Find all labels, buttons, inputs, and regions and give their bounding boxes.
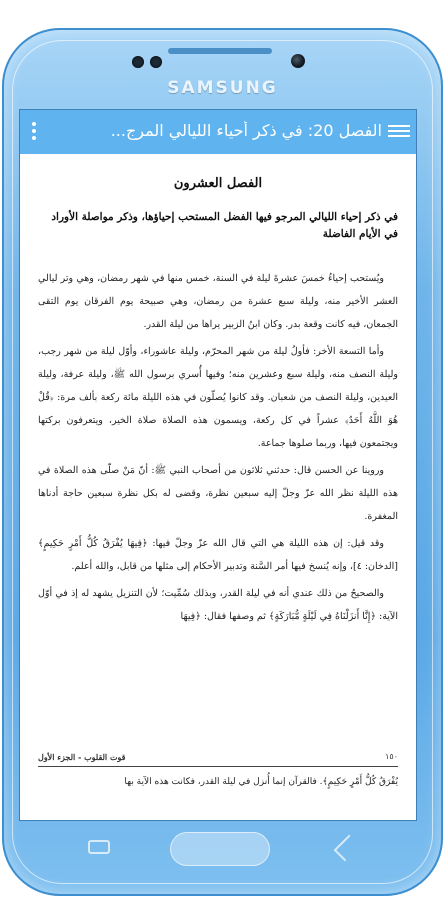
app-bar-title: الفصل 20: في ذكر أحياء الليالي المرج...: [110, 121, 382, 140]
sensor-dot: [132, 56, 144, 68]
book-name: قوت القلوب - الجزء الأول: [38, 752, 126, 762]
home-button[interactable]: [170, 832, 270, 866]
page-number: ١٥٠: [385, 752, 398, 761]
sensor-dot: [150, 56, 162, 68]
book-page: [38, 154, 398, 780]
kebab-menu-icon[interactable]: [32, 122, 38, 142]
speaker-grill: [168, 48, 272, 54]
navigation-bar: [0, 820, 445, 876]
footer-divider: [38, 766, 398, 767]
footnote: يُفْرَقُ كُلُّ أَمْرٍ حَكِيمٍ﴾. فالقرآن إنما أُنزل في ليلة القدر، فكانت هذه الآية بها: [124, 777, 398, 787]
recent-apps-icon[interactable]: [334, 835, 361, 862]
chapter-subtitle: في ذكر إحياء الليالي المرجو فيها الفضل المستحب إحياؤها، وذكر مواصلة الأوراد في الأيام الفاضلة: [51, 211, 398, 240]
brand-logo: SAMSUNG: [167, 78, 278, 98]
paragraph: ويُستحب إحياءُ خمسَ عشرةَ ليلة في السنة، خمس منها في شهر رمضان، وهي وتر ليالي العشر الأخير منه، وليلة سبع عشرة من رمضان، وهي صبيحة يوم الفرقان يوم التقى الجمعان، فيه كانت وقعة بدر. وكان ابنُ الزبير يراها من ليلة القدر.: [38, 273, 398, 330]
back-icon[interactable]: [88, 840, 110, 854]
front-camera: [291, 54, 305, 68]
paragraph: والصحيحُ من ذلك عندي أنه في ليلة القدر، وبذلك سُمِّيت؛ لأن التنزيل يشهد له إذ في أوّل الآية: ﴿إِنَّا أَنزَلْنَاهُ فِي لَيْلَةٍ مُّبَارَكَةٍ﴾ ثم وصفها فقال: ﴿فِيهَا: [38, 588, 398, 622]
hamburger-icon[interactable]: [388, 122, 410, 142]
app-bar: [20, 110, 416, 154]
screen: [20, 110, 416, 820]
paragraph: وقد قيل: إن هذه الليلة هي التي قال الله عزّ وجلّ فيها: ﴿فِيهَا يُفْرَقُ كُلُّ أَمْرٍ حَكِيمٍ﴾ [الدخان: ٤]، وإنه يُنسخ فيها أمر السَّنة وتدبير الأحكام إلى مثلها من قابل، والله أعلم.: [38, 538, 398, 572]
paragraph: وروينا عن الحسن قال: حدثني ثلاثون من أصحاب النبي ﷺ: أنّ مَنْ صلّى هذه الصلاة في هذه الليلة نظر الله عزّ وجلّ إليه سبعين نظرة، وقضى له بكل نظرة سبعين حاجة أدناها المغفرة.: [38, 465, 398, 522]
chapter-title: الفصل العشرون: [173, 176, 263, 191]
paragraph: وأما التسعة الأخر: فأولُ ليلة من شهر المحرّم، وليلة عاشوراء، وأوّل ليلة من شهر رجب، وليلة النصف منه، وليلة سبع وعشرين منه؛ وفيها أُسري برسول الله ﷺ، وليلة عرفة، وليلة العيدين، وليلة النصف من شعبان. وقد كانوا يُصلّون في هذه الليلة مائة ركعة بألف مرة: ﴿قُلْ هُوَ اللَّهُ أَحَدٌ﴾ عشراً في كل ركعة، ويسمون هذه الصلاة صلاة الخير، ويتعرفون بركتها ويجتمعون فيها، وربما صلوها جماعة.: [38, 346, 398, 449]
